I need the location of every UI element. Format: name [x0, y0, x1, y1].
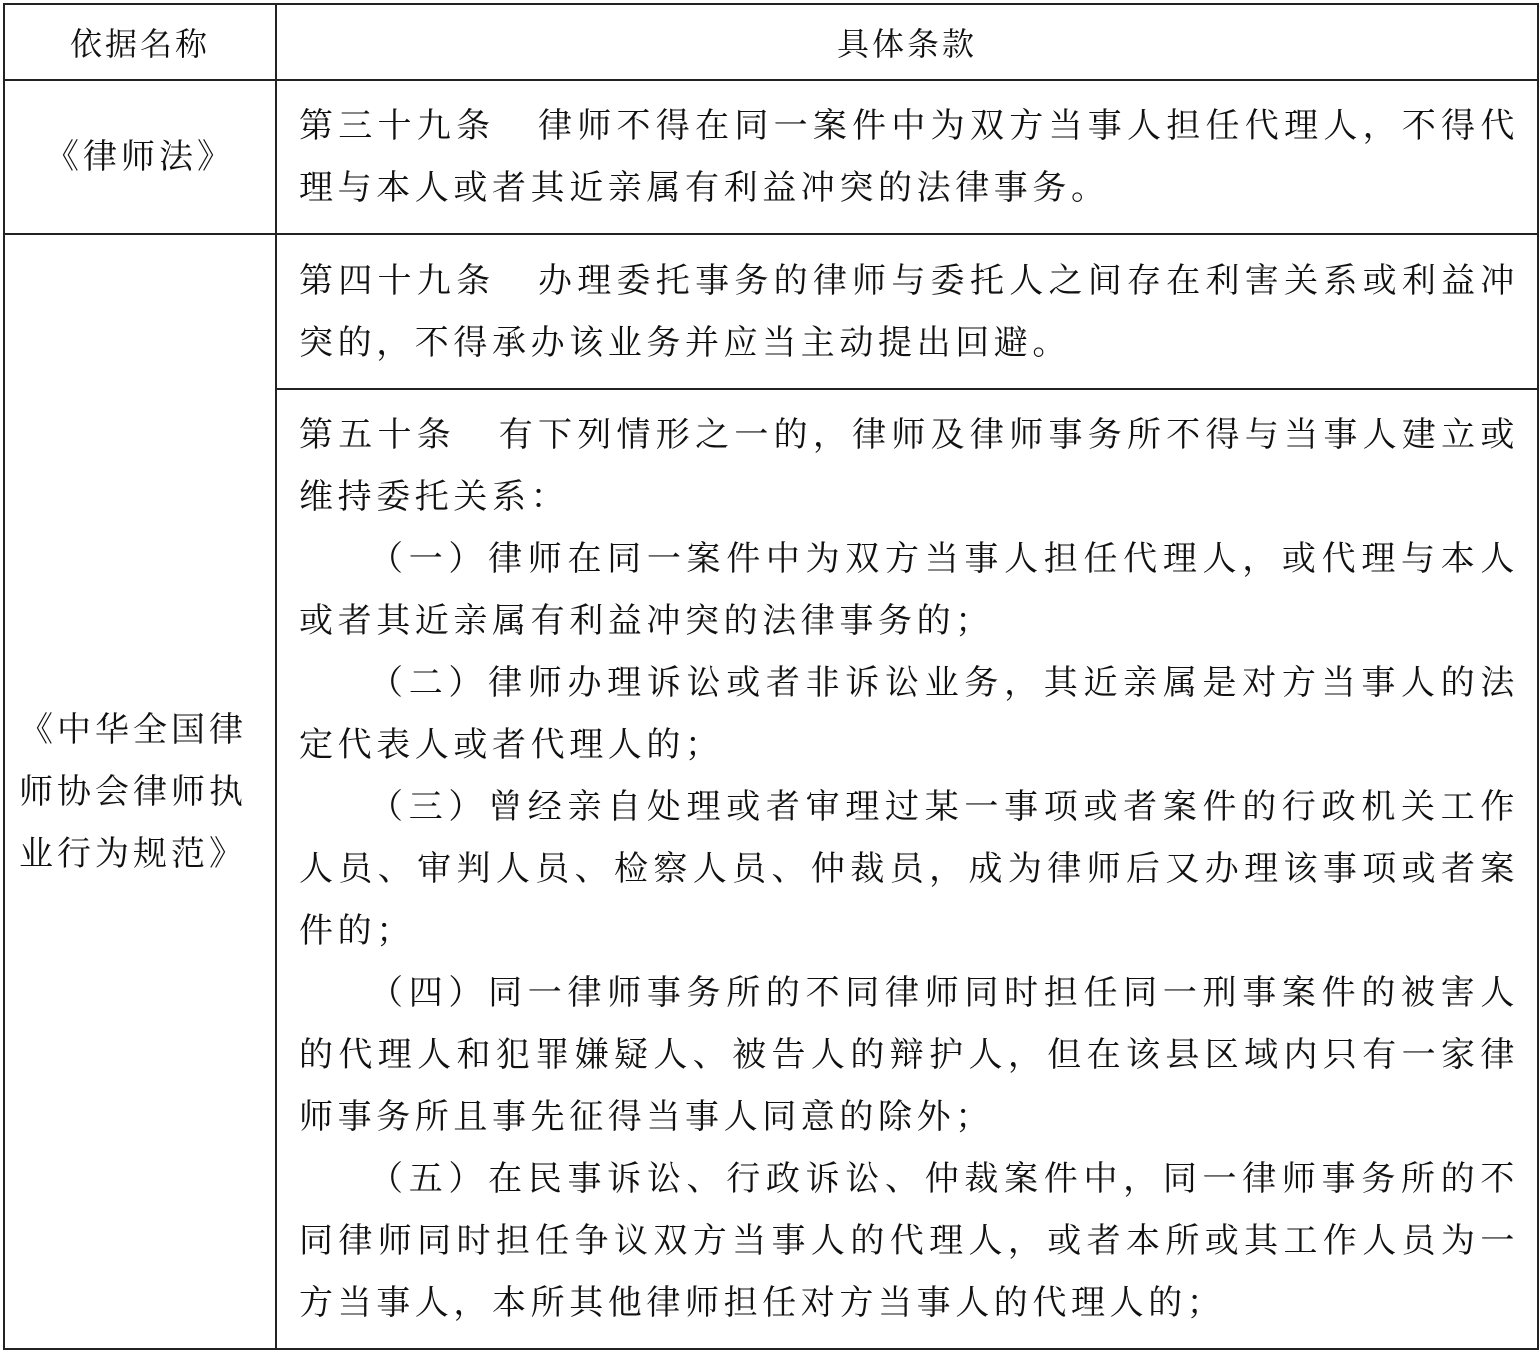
basis-name-lawyers-law: 《律师法》	[4, 80, 276, 234]
basis-name-conduct-rules: 《中华全国律师协会律师执业行为规范》	[4, 234, 276, 1349]
clause-cell	[276, 234, 1538, 389]
clause-text: 律师不得在同一案件中为双方当事人担任代理人，不得代理与本人或者其近亲属有利益冲突的法律事务。	[299, 106, 1520, 208]
legal-basis-table	[3, 3, 1539, 1350]
clause-text: 办理委托事务的律师与委托人之间存在利害关系或利益冲突的，不得承办该业务并应当主动提出回避。	[299, 260, 1520, 363]
clause-item: （二）律师办理诉讼或者非诉讼业务，其近亲属是对方当事人的法定代表人或者代理人的；	[299, 663, 1519, 765]
clause-item: （一）律师在同一案件中为双方当事人担任代理人，或代理与本人或者其近亲属有利益冲突的法律事务的；	[299, 539, 1519, 641]
clause-cell	[276, 80, 1538, 234]
clause-number: 第三十九条	[299, 106, 496, 146]
header-basis-name: 依据名称	[4, 4, 276, 80]
clause-cell	[276, 389, 1538, 1349]
clause-item: （三）曾经亲自处理或者审理过某一事项或者案件的行政机关工作人员、审判人员、检察人员、仲裁员，成为律师后又办理该事项或者案件的；	[299, 787, 1519, 951]
clause-number: 第四十九条	[299, 260, 496, 301]
clause-item: （五）在民事诉讼、行政诉讼、仲裁案件中，同一律师事务所的不同律师同时担任争议双方当事人的代理人，或者本所或其工作人员为一方当事人，本所其他律师担任对方当事人的代理人的；	[299, 1159, 1519, 1323]
table-row	[4, 234, 1538, 389]
clause-item: （四）同一律师事务所的不同律师同时担任同一刑事案件的被害人的代理人和犯罪嫌疑人、被告人的辩护人，但在该县区域内只有一家律师事务所且事先征得当事人同意的除外；	[299, 973, 1519, 1137]
clause-text: 有下列情形之一的，律师及律师事务所不得与当事人建立或维持委托关系：	[299, 415, 1519, 517]
clause-number: 第五十条	[299, 415, 457, 455]
table-row	[4, 80, 1538, 234]
table-header-row	[4, 4, 1538, 80]
header-specific-clause: 具体条款	[276, 4, 1538, 80]
